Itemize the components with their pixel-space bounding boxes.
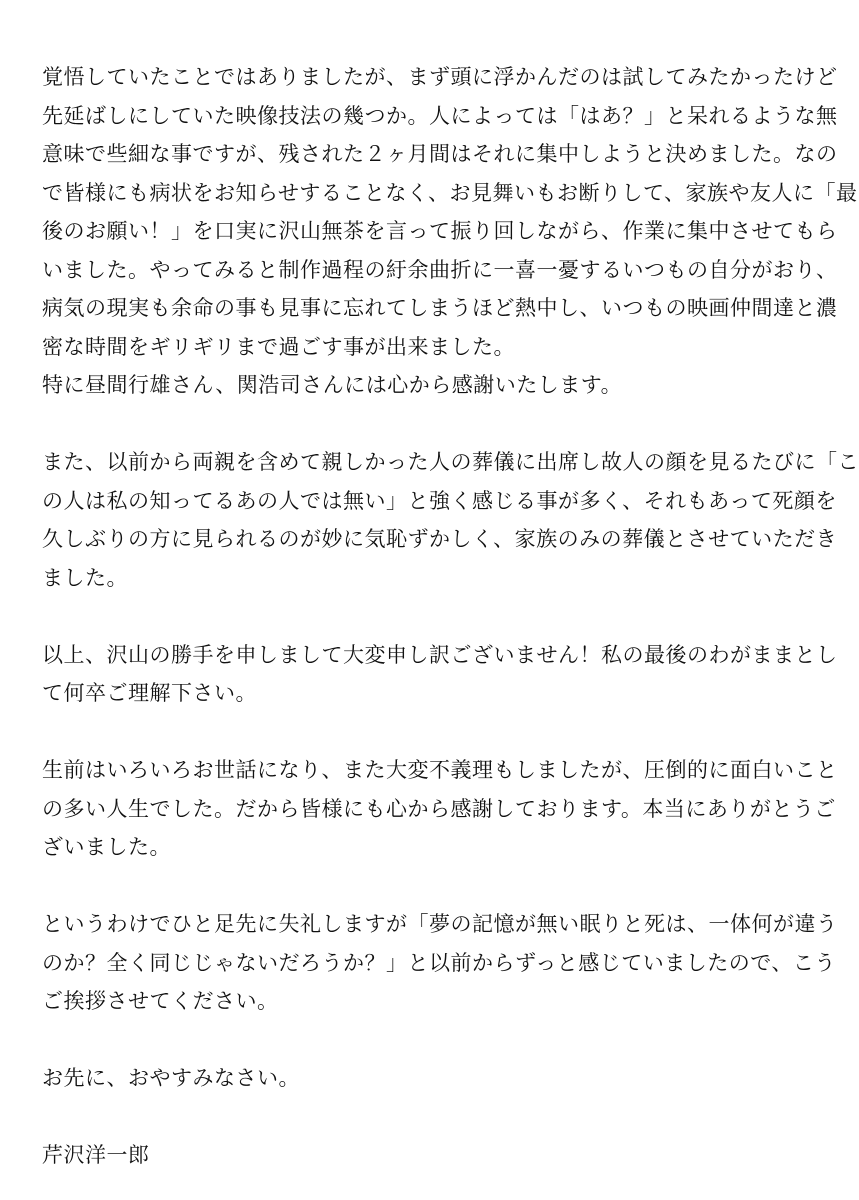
paragraph-spacer <box>42 1021 822 1060</box>
text-line: ました。 <box>42 565 128 590</box>
text-line: というわけでひと足先に失礼しますが「夢の記憶が無い眠りと死は、一体何が違う <box>42 912 838 936</box>
paragraph-intro <box>42 58 858 405</box>
text-line: ざいました。 <box>42 835 171 859</box>
paragraph-spacer <box>42 867 822 906</box>
paragraph-goodnight <box>42 1059 822 1098</box>
text-line: 密な時間をギリギリまで過ごす事が出来ました。 <box>42 334 515 359</box>
paragraph-funeral <box>42 443 859 597</box>
text-line: お先に、おやすみなさい。 <box>42 1066 300 1090</box>
paragraph-apology <box>42 636 838 713</box>
text-line: ご挨拶させてください。 <box>42 989 279 1013</box>
text-line: 以上、沢山の勝手を申しまして大変申し訳ございません！私の最後のわがままとし <box>42 642 838 667</box>
document-body <box>42 58 859 1175</box>
text-line: 病気の現実も余命の事も見事に忘れてしまうほど熱中し、いつもの映画仲間達と濃 <box>42 296 838 320</box>
text-line: 生前はいろいろお世話になり、また大変不義理もしましたが、圧倒的に面白いこと <box>42 758 838 782</box>
text-line: 覚悟していたことではありましたが、まず頭に浮かんだのは試してみたかったけど <box>42 65 838 89</box>
text-line: また、以前から両親を含めて親しかった人の葬儀に出席し故人の顔を見るたびに「こ <box>42 450 859 474</box>
signature-name: 芹沢洋一郎 <box>42 1143 150 1167</box>
text-line: の人は私の知ってるあの人では無い」と強く感じる事が多く、それもあって死顔を <box>42 488 837 513</box>
text-line: 意味で些細な事ですが、残された２ヶ月間はそれに集中しようと決めました。なの <box>42 142 838 166</box>
paragraph-spacer <box>42 713 822 752</box>
text-line: 後のお願い！」を口実に沢山無茶を言って振り回しながら、作業に集中させてもら <box>42 219 838 243</box>
text-line: 先延ばしにしていた映像技法の幾つか。人によっては「はあ？」と呆れるような無 <box>42 103 838 128</box>
signature <box>42 1136 822 1175</box>
text-line: で皆様にも病状をお知らせすることなく、お見舞いもお断りして、家族や友人に「最 <box>42 180 858 205</box>
text-line: のか？全く同じじゃないだろうか？」と以前からずっと感じていましたので、こう <box>42 950 836 975</box>
text-line: て何卒ご理解下さい。 <box>42 681 257 705</box>
paragraph-spacer <box>42 597 822 636</box>
text-line: 久しぶりの方に見られるのが妙に気恥ずかしく、家族のみの葬儀とさせていただき <box>42 527 838 551</box>
paragraph-farewell <box>42 905 838 1021</box>
text-line: 特に昼間行雄さん、関浩司さんには心から感謝いたします。 <box>42 373 623 397</box>
paragraph-spacer <box>42 1098 822 1137</box>
paragraph-thanks <box>42 751 838 867</box>
text-line: の多い人生でした。だから皆様にも心から感謝しております。本当にありがとうご <box>42 796 836 821</box>
text-line: いました。やってみると制作過程の紆余曲折に一喜一憂するいつもの自分がおり、 <box>42 257 838 282</box>
paragraph-spacer <box>42 405 822 444</box>
